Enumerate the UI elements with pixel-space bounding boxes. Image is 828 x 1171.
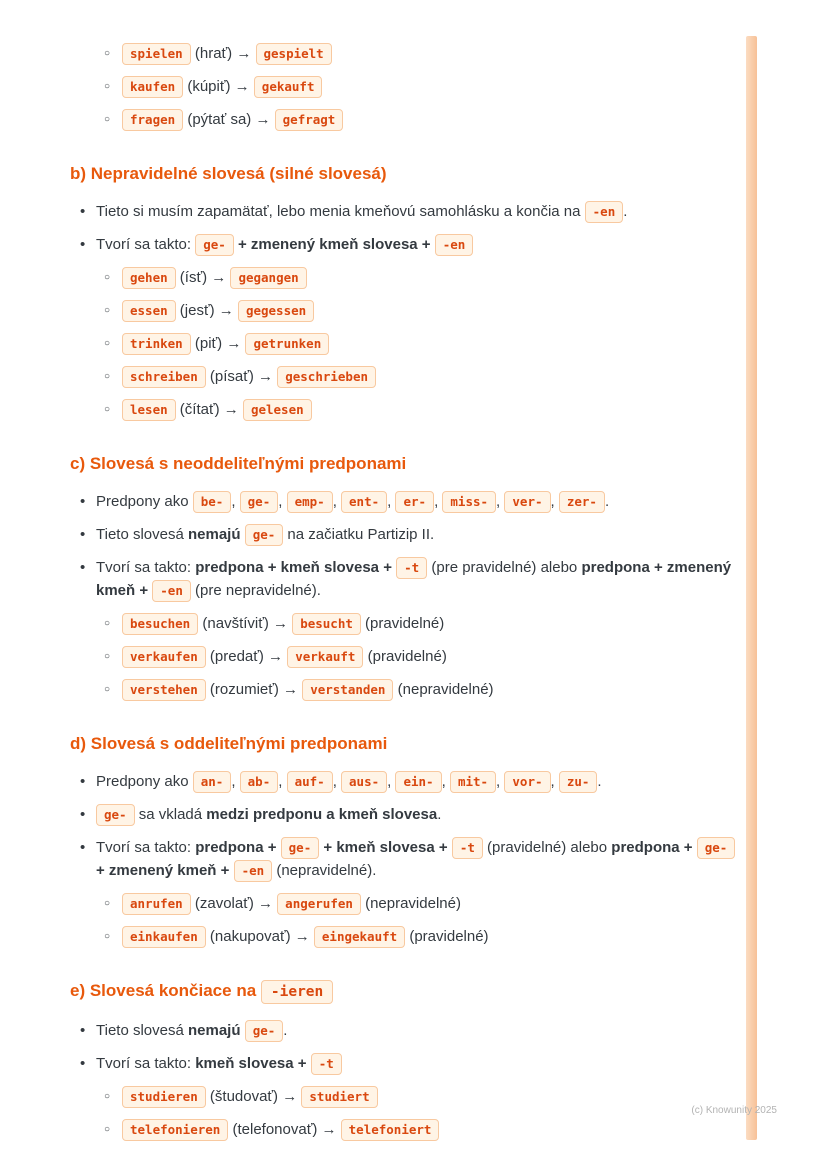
circle-bullet-icon: ○	[104, 305, 111, 316]
sub-bullet-item	[70, 75, 738, 98]
section-heading	[70, 980, 738, 1004]
bullet-item	[70, 200, 738, 223]
code-chip: gespielt	[256, 43, 332, 65]
circle-bullet-icon: ○	[104, 114, 111, 125]
text-run: Tieto slovesá	[96, 1022, 188, 1039]
text-run: c) Slovesá s neoddeliteľnými predponami	[70, 454, 407, 473]
code-chip: spielen	[122, 43, 191, 65]
text-run: .	[283, 1022, 288, 1039]
code-chip: ge-	[195, 234, 234, 256]
bullet-item	[70, 490, 738, 513]
sub-bullet-item	[70, 925, 738, 948]
code-chip: lesen	[122, 399, 176, 421]
code-chip: auf-	[287, 771, 333, 793]
section-heading	[70, 733, 738, 755]
text-run: .	[437, 806, 442, 823]
code-chip: gekauft	[254, 76, 323, 98]
code-chip: ge-	[697, 837, 736, 859]
text-run: ,	[332, 493, 342, 510]
text-run: (hrať) →	[190, 45, 256, 62]
bold-text-run: nemajú	[188, 1022, 241, 1039]
circle-bullet-icon: ○	[104, 272, 111, 283]
section	[70, 733, 738, 948]
bullet-icon: •	[80, 203, 86, 220]
text-run: Tvorí sa takto:	[96, 236, 196, 253]
code-chip: vor-	[504, 771, 550, 793]
code-chip: ge-	[240, 491, 279, 513]
code-chip: -t	[396, 557, 427, 579]
code-chip: gelesen	[243, 399, 312, 421]
code-chip: schreiben	[122, 366, 206, 388]
text-run: (pravidelné)	[360, 615, 445, 632]
text-run: d) Slovesá s oddeliteľnými predponami	[70, 734, 388, 753]
text-run: ,	[278, 773, 287, 790]
code-chip: fragen	[122, 109, 183, 131]
code-chip: gegessen	[238, 300, 314, 322]
page-edge-stripe	[746, 36, 757, 1140]
bullet-item	[70, 803, 738, 826]
code-chip: -en	[234, 860, 273, 882]
text-run: ,	[550, 493, 559, 510]
text-run: ,	[496, 493, 505, 510]
code-chip: essen	[122, 300, 176, 322]
section	[70, 42, 738, 131]
bold-text-run: + kmeň slovesa +	[319, 839, 452, 856]
circle-bullet-icon: ○	[104, 48, 111, 59]
text-run: (pravidelné)	[405, 928, 489, 945]
code-chip: emp-	[287, 491, 333, 513]
bullet-icon: •	[80, 773, 86, 790]
code-chip: zu-	[559, 771, 598, 793]
code-chip: an-	[193, 771, 232, 793]
bullet-icon: •	[80, 493, 86, 510]
text-run: ,	[387, 773, 396, 790]
code-chip: ge-	[245, 524, 284, 546]
text-run: Tvorí sa takto:	[96, 1055, 196, 1072]
text-run: (pravidelné)	[363, 648, 447, 665]
text-run: b) Nepravidelné slovesá (silné slovesá)	[70, 164, 387, 183]
section-heading	[70, 163, 738, 185]
circle-bullet-icon: ○	[104, 931, 111, 942]
code-chip: trinken	[122, 333, 191, 355]
sub-bullet-item	[70, 266, 738, 289]
text-run: ,	[550, 773, 559, 790]
text-run: (predať) →	[205, 648, 288, 665]
sub-bullet-item	[70, 332, 738, 355]
text-run: Tvorí sa takto:	[96, 559, 196, 576]
sub-bullet-item	[70, 299, 738, 322]
code-chip: verkaufen	[122, 646, 206, 668]
code-chip: -t	[311, 1053, 342, 1075]
code-chip: studieren	[122, 1086, 206, 1108]
circle-bullet-icon: ○	[104, 684, 111, 695]
text-run: (jesť) →	[175, 302, 238, 319]
code-chip: angerufen	[277, 893, 361, 915]
bullet-item	[70, 523, 738, 546]
code-chip: -en	[435, 234, 474, 256]
text-run: (pre nepravidelné).	[190, 582, 321, 599]
sub-bullet-item	[70, 398, 738, 421]
text-run: (pýtať sa) →	[183, 111, 275, 128]
bullet-icon: •	[80, 1022, 86, 1039]
code-chip: kaufen	[122, 76, 183, 98]
text-run: (písať) →	[205, 368, 278, 385]
text-run: Tieto slovesá	[96, 526, 188, 543]
circle-bullet-icon: ○	[104, 651, 111, 662]
sub-bullet-item	[70, 892, 738, 915]
code-chip: verstanden	[302, 679, 393, 701]
notes-content	[70, 42, 738, 1151]
circle-bullet-icon: ○	[104, 1124, 111, 1135]
bullet-icon: •	[80, 236, 86, 253]
code-chip: telefoniert	[341, 1119, 440, 1141]
text-run: ,	[231, 493, 240, 510]
code-chip: -t	[452, 837, 483, 859]
code-chip: -ieren	[261, 980, 333, 1004]
text-run: Tieto si musím zapamätať, lebo menia kmeňovú samohlásku a končia na	[96, 203, 585, 220]
text-run: (nakupovať) →	[205, 928, 314, 945]
bullet-item	[70, 1052, 738, 1075]
bullet-icon: •	[80, 1055, 86, 1072]
text-run: (zavolať) →	[190, 895, 278, 912]
code-chip: geschrieben	[277, 366, 376, 388]
code-chip: besuchen	[122, 613, 198, 635]
text-run: (nepravidelné)	[393, 681, 494, 698]
circle-bullet-icon: ○	[104, 338, 111, 349]
bullet-item	[70, 770, 738, 793]
text-run: (pravidelné) alebo	[482, 839, 612, 856]
code-chip: verstehen	[122, 679, 206, 701]
code-chip: einkaufen	[122, 926, 206, 948]
code-chip: gefragt	[275, 109, 344, 131]
code-chip: anrufen	[122, 893, 191, 915]
section	[70, 980, 738, 1141]
bullet-item	[70, 233, 738, 256]
text-run: ,	[332, 773, 342, 790]
circle-bullet-icon: ○	[104, 1091, 111, 1102]
circle-bullet-icon: ○	[104, 898, 111, 909]
code-chip: verkauft	[287, 646, 363, 668]
bold-text-run: + zmenený kmeň slovesa +	[233, 236, 435, 253]
code-chip: eingekauft	[314, 926, 405, 948]
code-chip: ge-	[245, 1020, 284, 1042]
sub-bullet-item	[70, 1118, 738, 1141]
sub-bullet-item	[70, 42, 738, 65]
text-run: e) Slovesá končiace na	[70, 981, 261, 1000]
text-run: (čítať) →	[175, 401, 243, 418]
text-run: ,	[441, 773, 450, 790]
bold-text-run: predpona + zmenený kmeň +	[96, 559, 732, 599]
circle-bullet-icon: ○	[104, 81, 111, 92]
code-chip: getrunken	[245, 333, 329, 355]
text-run: ,	[387, 493, 396, 510]
sub-bullet-item	[70, 645, 738, 668]
section	[70, 453, 738, 701]
text-run: (rozumieť) →	[205, 681, 303, 698]
bold-text-run: + zmenený kmeň +	[96, 862, 234, 879]
bullet-icon: •	[80, 559, 86, 576]
text-run: Tvorí sa takto:	[96, 839, 196, 856]
code-chip: gehen	[122, 267, 176, 289]
bullet-item	[70, 836, 738, 882]
code-chip: -en	[152, 580, 191, 602]
sub-bullet-item	[70, 612, 738, 635]
text-run: ,	[496, 773, 505, 790]
text-run: (nepravidelné).	[272, 862, 377, 879]
text-run: .	[604, 493, 610, 510]
bullet-icon: •	[80, 806, 86, 823]
text-run: (piť) →	[190, 335, 246, 352]
circle-bullet-icon: ○	[104, 371, 111, 382]
text-run: ,	[231, 773, 240, 790]
bullet-icon: •	[80, 839, 86, 856]
text-run: .	[597, 773, 602, 790]
text-run: ,	[278, 493, 287, 510]
sub-bullet-item	[70, 678, 738, 701]
bold-text-run: medzi predponu a kmeň slovesa	[206, 806, 438, 823]
section	[70, 163, 738, 421]
code-chip: be-	[193, 491, 232, 513]
text-run: (navštíviť) →	[198, 615, 293, 632]
code-chip: aus-	[341, 771, 387, 793]
text-run: Predpony ako	[96, 493, 193, 510]
code-chip: -en	[585, 201, 624, 223]
copyright-text: (c) Knowunity 2025	[691, 1105, 777, 1116]
text-run: ,	[434, 493, 443, 510]
code-chip: ver-	[504, 491, 550, 513]
code-chip: ge-	[281, 837, 320, 859]
sub-bullet-item	[70, 365, 738, 388]
code-chip: er-	[395, 491, 434, 513]
bold-text-run: predpona +	[195, 839, 281, 856]
code-chip: gegangen	[230, 267, 306, 289]
bold-text-run: kmeň slovesa +	[195, 1055, 311, 1072]
code-chip: miss-	[442, 491, 496, 513]
text-run: Predpony ako	[96, 773, 193, 790]
section-heading	[70, 453, 738, 475]
code-chip: ent-	[341, 491, 387, 513]
text-run: sa vkladá	[134, 806, 207, 823]
code-chip: studiert	[301, 1086, 377, 1108]
bold-text-run: nemajú	[188, 526, 241, 543]
circle-bullet-icon: ○	[104, 618, 111, 629]
text-run: na začiatku Partizip II.	[283, 526, 435, 543]
sub-bullet-item	[70, 1085, 738, 1108]
bullet-item	[70, 1019, 738, 1042]
bullet-icon: •	[80, 526, 86, 543]
code-chip: telefonieren	[122, 1119, 228, 1141]
code-chip: ein-	[395, 771, 441, 793]
code-chip: ge-	[96, 804, 135, 826]
text-run: (študovať) →	[205, 1088, 302, 1105]
code-chip: mit-	[450, 771, 496, 793]
text-run: (pre pravidelné) alebo	[427, 559, 582, 576]
code-chip: ab-	[240, 771, 279, 793]
code-chip: besucht	[292, 613, 361, 635]
text-run: (kúpiť) →	[183, 78, 254, 95]
text-run: (nepravidelné)	[360, 895, 461, 912]
circle-bullet-icon: ○	[104, 404, 111, 415]
text-run: (telefonovať) →	[228, 1121, 341, 1138]
bold-text-run: predpona + kmeň slovesa +	[195, 559, 397, 576]
bold-text-run: predpona +	[611, 839, 697, 856]
text-run: .	[623, 203, 628, 220]
text-run: (ísť) →	[175, 269, 231, 286]
sub-bullet-item	[70, 108, 738, 131]
code-chip: zer-	[559, 491, 605, 513]
bullet-item	[70, 556, 738, 602]
